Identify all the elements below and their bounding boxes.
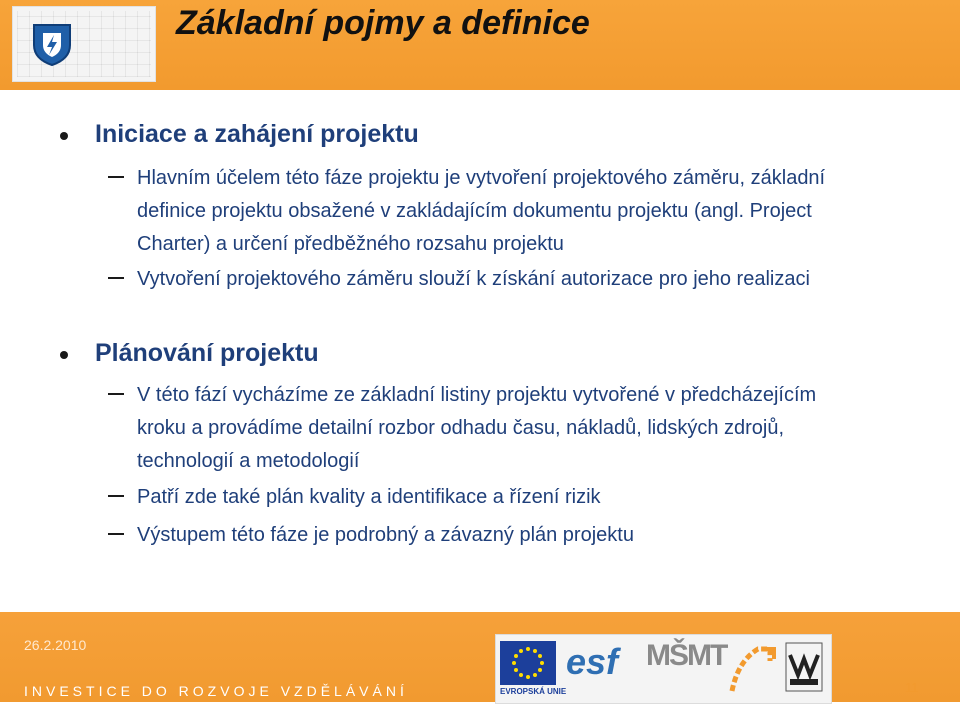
dash-icon [108,533,124,535]
list-item-text: Patří zde také plán kvality a identifikace a řízení rizik [137,486,601,508]
dash-icon [108,176,124,178]
university-logo [12,6,156,82]
list-item-text: V této fází vycházíme ze základní listiny projektu vytvořené v předcházejícím kroku a provádíme detailní rozbor odhadu času, nákladů, lidských zdrojů, technologií a metodologií [137,384,817,472]
sponsor-logos [495,634,832,704]
university-logo-icon [784,641,824,693]
list-item-text: Hlavním účelem této fáze projektu je vytvoření projektového záměru, základní definice projektu obsažené v zakládajícím dokumentu projektu (angl. Project Charter) a určení předběžného rozsahu projektu [137,167,826,255]
university-shield-logo-icon [30,21,74,67]
list-item-text: Výstupem této fáze je podrobný a závazný plán projektu [137,524,634,546]
bullet-icon [60,351,68,359]
esf-logo-icon: esf [566,641,619,682]
page-number: 11 [905,680,919,695]
slide-header [0,0,960,90]
list-item-text: Vytvoření projektového záměru slouží k získání autorizace pro jeho realizaci [137,268,810,290]
dash-icon [108,277,124,279]
eu-caption: EVROPSKÁ UNIE [500,687,567,696]
slide-footer [0,612,960,702]
bullet-icon [60,132,68,140]
msmt-logo-icon: MŠMT [646,639,727,672]
dash-icon [108,495,124,497]
section-heading: Plánování projektu [95,339,319,367]
eu-flag-icon [500,641,556,685]
footer-date: 26.2.2010 [24,637,87,653]
footer-tagline: INVESTICE DO ROZVOJE VZDĚLÁVÁNÍ [24,683,408,699]
dash-icon [108,393,124,395]
page-title: Základní pojmy a definice [176,4,590,42]
section-heading: Iniciace a zahájení projektu [95,120,419,148]
op-logo-icon [728,641,778,697]
